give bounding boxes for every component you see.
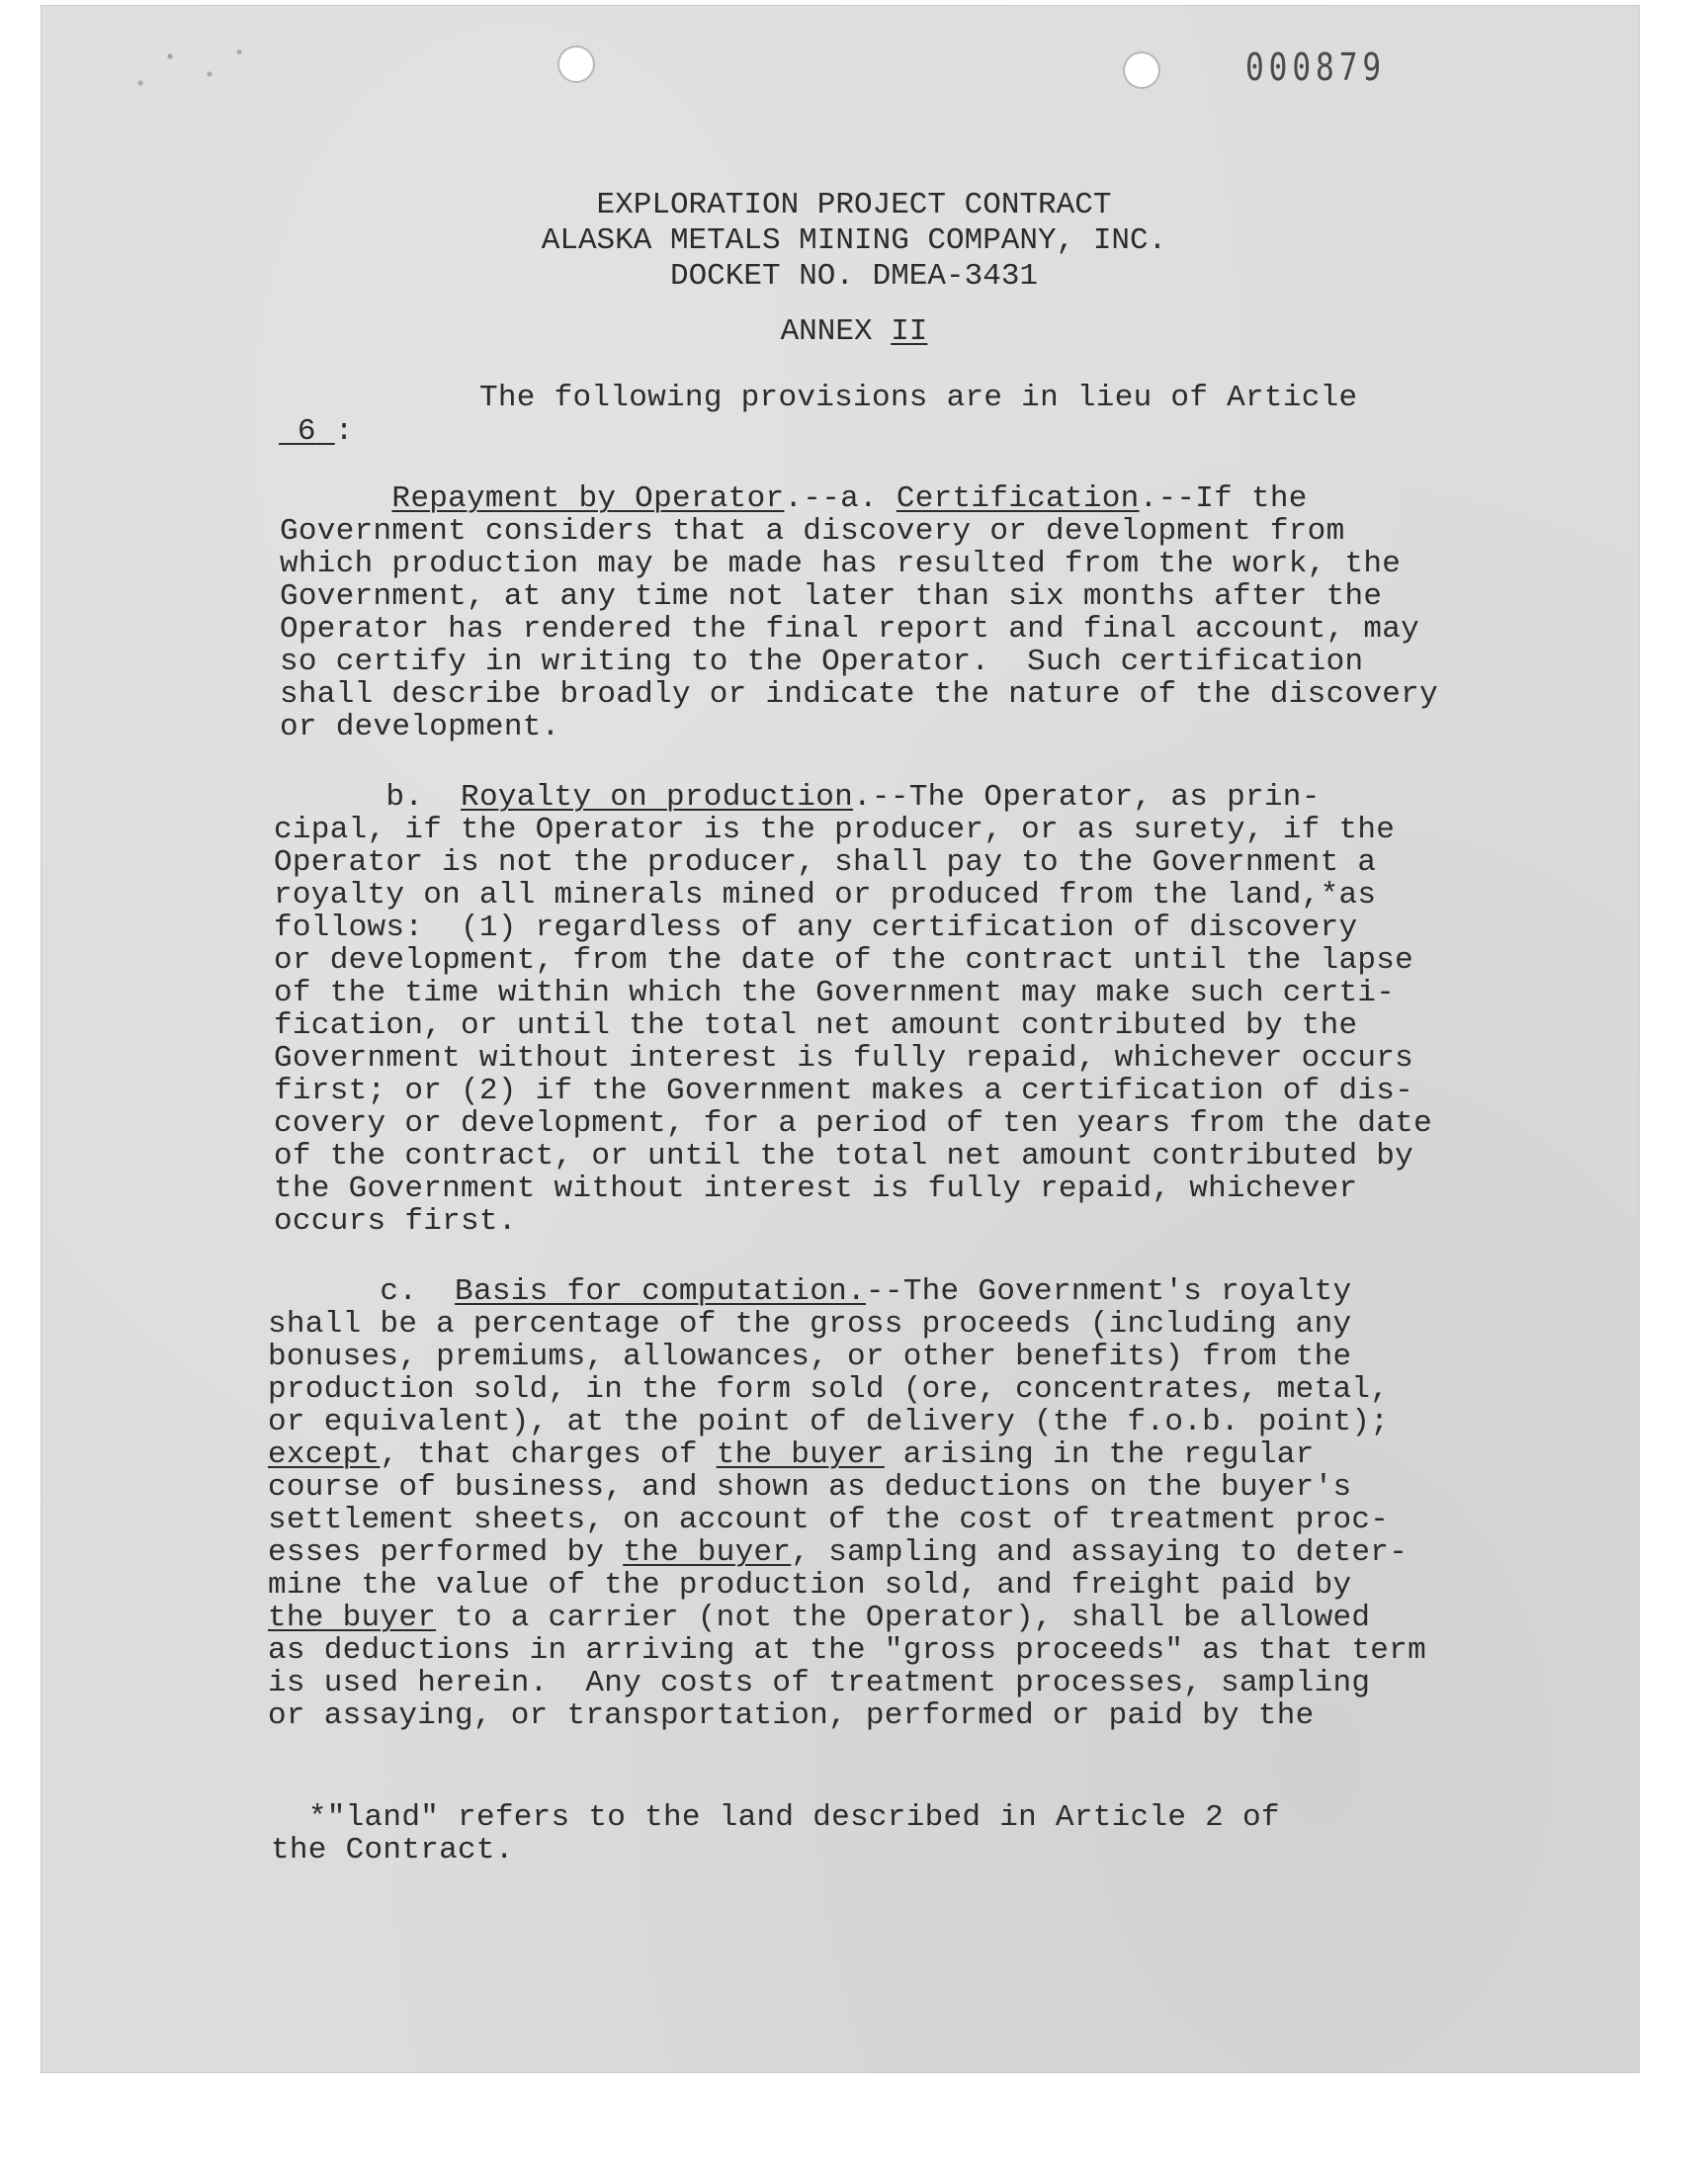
company-name: ALASKA METALS MINING COMPANY, INC.: [541, 223, 1167, 258]
section-c-line: production sold, in the form sold (ore, concentrates, metal,: [268, 1372, 1390, 1407]
section-c-prefix: c.: [380, 1274, 456, 1309]
section-b-line: first; or (2) if the Government makes a certification of dis-: [274, 1074, 1414, 1108]
docket-number: DOCKET NO. DMEA-3431: [669, 259, 1039, 294]
section-b-prefix: b.: [385, 780, 462, 815]
contract-title: EXPLORATION PROJECT CONTRACT: [596, 188, 1112, 222]
section-c-line: or assaying, or transportation, performed or paid by the: [268, 1698, 1315, 1733]
section-c-line: mine the value of the production sold, and freight paid by: [268, 1568, 1352, 1603]
section-a-line: Government considers that a discovery or development from: [280, 514, 1345, 549]
article-number-line: [279, 415, 354, 448]
except-word: except: [268, 1437, 381, 1472]
section-b-line: Operator is not the producer, shall pay to the Government a: [274, 845, 1377, 880]
annex-heading: [0, 314, 1708, 350]
section-c-line: course of business, and shown as deductions on the buyer's: [268, 1470, 1352, 1505]
section-b-line: Government without interest is fully repaid, whichever occurs: [274, 1041, 1414, 1076]
section-a-line: or development.: [280, 710, 560, 744]
page-stamp-number: 000879: [1245, 45, 1387, 89]
article-number-value: 6: [297, 414, 316, 449]
section-a-sep: .--a.: [784, 481, 897, 516]
section-a-title: Repayment by Operator: [391, 481, 785, 516]
section-b-line: or development, from the date of the contract until the lapse: [274, 943, 1414, 978]
section-c-title: Basis for computation.: [455, 1274, 866, 1309]
section-c-line-rest: , sampling and assaying to deter-: [791, 1535, 1409, 1570]
section-c-paragraph: [268, 1275, 1426, 1732]
footnote: [271, 1801, 1280, 1867]
article-number: [279, 414, 335, 449]
except-rest: , that charges of: [380, 1437, 717, 1472]
section-a-line: Government, at any time not later than six months after the: [280, 579, 1383, 614]
section-c-line: or equivalent), at the point of delivery (the f.o.b. point);: [268, 1405, 1390, 1439]
section-a-sep2: .--If the: [1139, 481, 1308, 516]
section-b-line: covery or development, for a period of ten years from the date: [274, 1106, 1432, 1141]
the-buyer-3: the buyer: [268, 1601, 437, 1635]
annex-number: II: [891, 314, 928, 349]
section-c-line: is used herein. Any costs of treatment processes, sampling: [268, 1666, 1371, 1700]
footnote-line: *"land" refers to the land described in Article 2 of: [307, 1800, 1280, 1835]
punch-hole-right: [1123, 51, 1160, 89]
section-b-line: occurs first.: [274, 1204, 517, 1239]
annex-label: ANNEX: [780, 314, 873, 349]
section-b-paragraph: [274, 781, 1432, 1238]
punch-hole-left: [557, 45, 595, 83]
section-b-rest: .--The Operator, as prin-: [853, 780, 1321, 815]
section-c-rest: --The Government's royalty: [865, 1274, 1352, 1309]
section-b-line: of the time within which the Government may make such certi-: [274, 976, 1396, 1010]
section-a-line: shall describe broadly or indicate the nature of the discovery: [280, 677, 1438, 712]
section-b-line: the Government without interest is fully repaid, whichever: [274, 1172, 1358, 1206]
section-c-line: esses performed by: [268, 1535, 624, 1570]
section-a-line: which production may be made has resulted from the work, the: [280, 547, 1402, 581]
section-b-title: Royalty on production: [461, 780, 854, 815]
section-c-line: bonuses, premiums, allowances, or other benefits) from the: [268, 1340, 1352, 1374]
ink-smudge: [91, 30, 289, 119]
section-a-line: Operator has rendered the final report and final account, may: [280, 612, 1420, 647]
article-colon: :: [334, 414, 354, 449]
the-buyer-2: the buyer: [623, 1535, 792, 1570]
section-a-paragraph: [280, 482, 1438, 743]
section-b-line: cipal, if the Operator is the producer, or as surety, if the: [274, 813, 1396, 847]
footnote-line: the Contract.: [271, 1833, 514, 1868]
intro-line: The following provisions are in lieu of Article: [479, 381, 1358, 415]
section-c-line: settlement sheets, on account of the cost of treatment proc-: [268, 1503, 1390, 1537]
section-b-line: of the contract, or until the total net amount contributed by: [274, 1139, 1414, 1174]
section-a-line: so certify in writing to the Operator. Such certification: [280, 645, 1364, 679]
section-b-line: royalty on all minerals mined or produced from the land,*as: [274, 878, 1377, 913]
section-c-line: as deductions in arriving at the "gross proceeds" as that term: [268, 1633, 1426, 1668]
section-c-line-rest: to a carrier (not the Operator), shall be allowed: [436, 1601, 1371, 1635]
the-buyer-1: the buyer: [716, 1437, 885, 1472]
section-c-line: shall be a percentage of the gross proceeds (including any: [268, 1307, 1352, 1342]
section-a-subtitle: Certification: [896, 481, 1140, 516]
section-b-line: fication, or until the total net amount contributed by the: [274, 1008, 1358, 1043]
except-rest-2: arising in the regular: [884, 1437, 1315, 1472]
section-b-line: follows: (1) regardless of any certification of discovery: [274, 911, 1358, 945]
